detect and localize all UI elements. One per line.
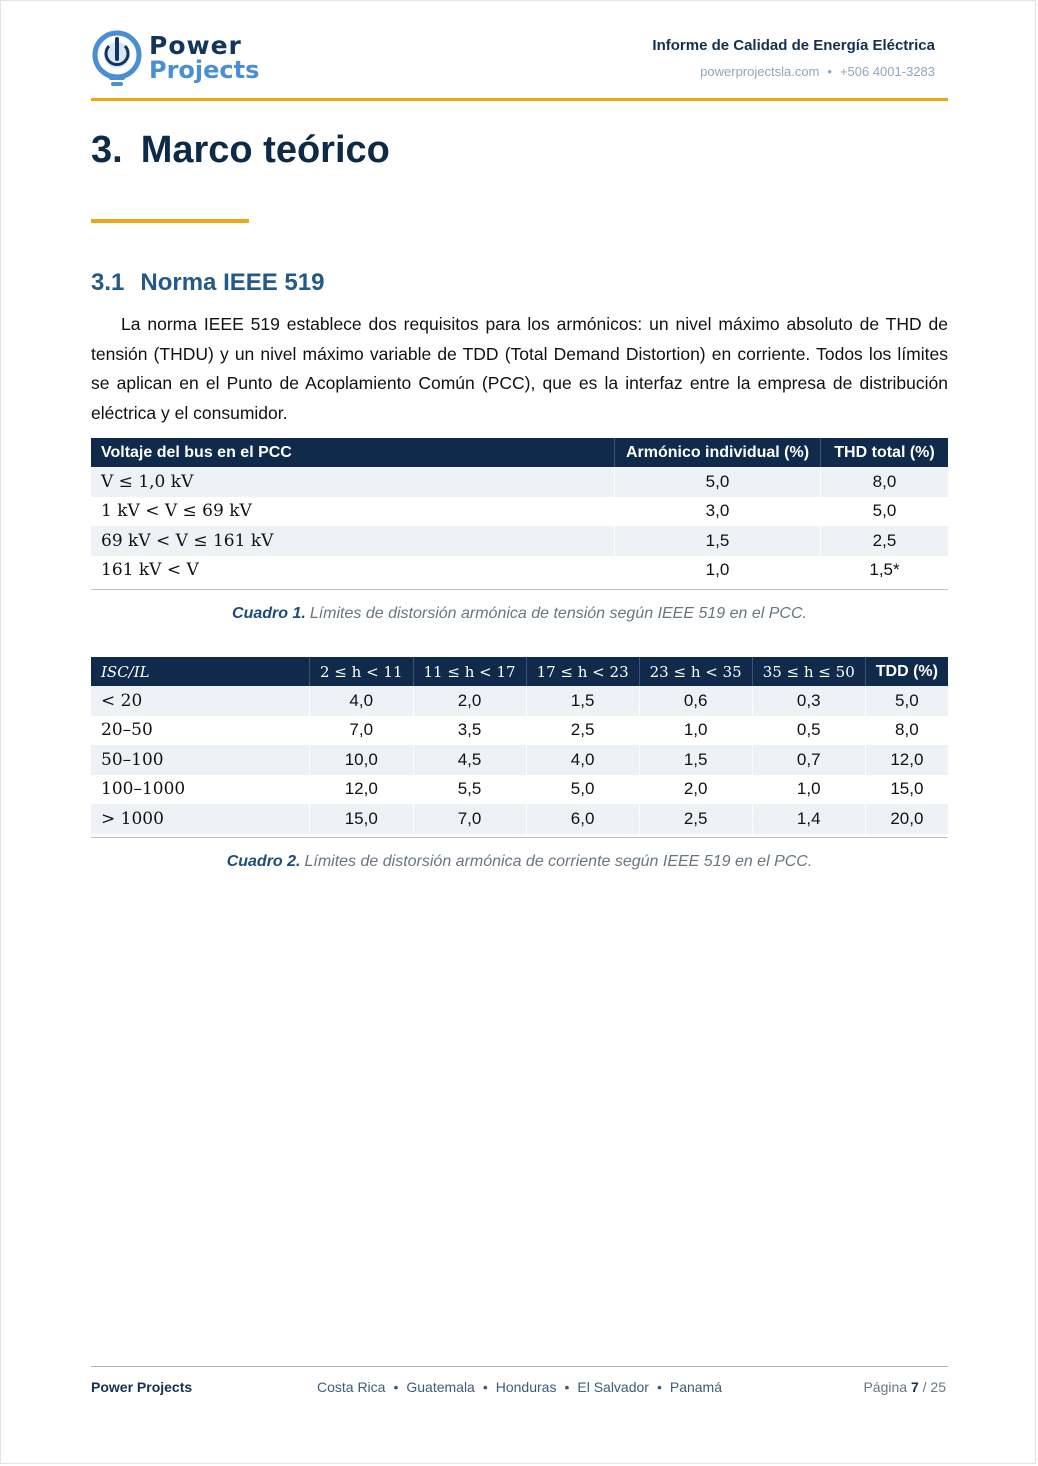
limit-cell: 1,5 (639, 745, 752, 775)
col-header-h-11-17: 11 ≤ h < 17 (413, 657, 526, 686)
bus-voltage-cell: 69 kV < V ≤ 161 kV (91, 526, 615, 556)
country-separator: • (656, 1379, 662, 1395)
phone-number: +506 4001-3283 (839, 64, 935, 79)
limit-cell: 7,0 (310, 716, 414, 746)
bus-voltage-cell: 1 kV < V ≤ 69 kV (91, 497, 615, 527)
limit-cell: 0,3 (752, 686, 865, 716)
website-link[interactable]: powerprojectsla.com (700, 64, 820, 79)
logo-word-projects: Projects (149, 56, 260, 84)
country-el-salvador: El Salvador (577, 1379, 649, 1395)
table-row (91, 804, 948, 834)
subsection-title: Norma IEEE 519 (140, 269, 325, 296)
current-limits-table (91, 657, 948, 834)
section-number: 3. (91, 129, 123, 171)
limit-cell: 2,5 (526, 716, 639, 746)
col-header-bus-voltage: Voltaje del bus en el PCC (91, 438, 615, 467)
page-number (863, 1379, 946, 1395)
page-separator: / (922, 1379, 927, 1395)
company-logo (91, 29, 261, 89)
limit-cell: 2,0 (639, 775, 752, 805)
col-header-h-2-11: 2 ≤ h < 11 (310, 657, 414, 686)
country-costa-rica: Costa Rica (316, 1379, 386, 1395)
limit-cell: 1,5 (526, 686, 639, 716)
table-row (91, 686, 948, 716)
limit-cell: 3,5 (413, 716, 526, 746)
table-header-row (91, 438, 948, 467)
voltage-limits-table (91, 438, 948, 585)
col-header-thd-total: THD total (%) (821, 438, 949, 467)
thd-total-cell: 1,5* (821, 556, 949, 586)
limit-cell: 4,5 (413, 745, 526, 775)
table2-bottom-rule (91, 837, 948, 838)
tdd-cell: 20,0 (865, 804, 948, 834)
bus-voltage-cell: 161 kV < V (91, 556, 615, 586)
tdd-cell: 5,0 (865, 686, 948, 716)
individual-harmonic-cell: 1,5 (615, 526, 821, 556)
limit-cell: 6,0 (526, 804, 639, 834)
page-total: 25 (930, 1379, 946, 1395)
ratio-cell: < 20 (91, 686, 310, 716)
country-separator: • (393, 1379, 399, 1395)
table1-bottom-rule (91, 589, 948, 590)
table-row (91, 556, 948, 586)
table-header-row (91, 657, 948, 686)
caption-label: Cuadro 2. (226, 853, 301, 870)
footer-countries (91, 1379, 948, 1395)
table-row (91, 716, 948, 746)
header-info (652, 37, 935, 79)
contact-separator: • (827, 64, 832, 79)
ratio-cell: > 1000 (91, 804, 310, 834)
country-honduras: Honduras (495, 1379, 557, 1395)
col-header-individual-harmonic: Armónico individual (%) (615, 438, 821, 467)
logo-word-power: Power (149, 31, 242, 60)
col-header-isc-il: ISC/IL (91, 657, 310, 686)
caption-text: Límites de distorsión armónica de tensión según IEEE 519 en el PCC. (309, 605, 807, 622)
limit-cell: 0,6 (639, 686, 752, 716)
bus-voltage-cell: V ≤ 1,0 kV (91, 467, 615, 497)
country-separator: • (564, 1379, 570, 1395)
limit-cell: 2,0 (413, 686, 526, 716)
ratio-cell: 50–100 (91, 745, 310, 775)
caption-label: Cuadro 1. (232, 605, 306, 622)
table2-caption (91, 853, 948, 871)
ratio-cell: 20–50 (91, 716, 310, 746)
header-contact (652, 64, 935, 79)
table1-caption (91, 605, 948, 623)
page-label: Página (863, 1379, 908, 1395)
table-row (91, 497, 948, 527)
ratio-cell: 100–1000 (91, 775, 310, 805)
section-title: Marco teórico (140, 129, 390, 171)
limit-cell: 0,7 (752, 745, 865, 775)
limit-cell: 2,5 (639, 804, 752, 834)
table-row (91, 526, 948, 556)
caption-text: Límites de distorsión armónica de corriente según IEEE 519 en el PCC. (304, 853, 813, 870)
section-heading (91, 129, 390, 172)
limit-cell: 7,0 (413, 804, 526, 834)
thd-total-cell: 8,0 (821, 467, 949, 497)
limit-cell: 1,0 (752, 775, 865, 805)
thd-total-cell: 5,0 (821, 497, 949, 527)
country-panama: Panamá (669, 1379, 723, 1395)
subsection-number: 3.1 (91, 269, 125, 296)
country-separator: • (482, 1379, 488, 1395)
tdd-cell: 15,0 (865, 775, 948, 805)
col-header-h-35-50: 35 ≤ h ≤ 50 (752, 657, 865, 686)
table-row (91, 745, 948, 775)
header-rule (91, 98, 948, 101)
limit-cell: 5,5 (413, 775, 526, 805)
limit-cell: 1,0 (639, 716, 752, 746)
limit-cell: 12,0 (310, 775, 414, 805)
col-header-h-17-23: 17 ≤ h < 23 (526, 657, 639, 686)
thd-total-cell: 2,5 (821, 526, 949, 556)
limit-cell: 4,0 (310, 686, 414, 716)
lightbulb-power-icon (91, 29, 143, 87)
individual-harmonic-cell: 3,0 (615, 497, 821, 527)
report-title: Informe de Calidad de Energía Eléctrica (652, 37, 935, 54)
tdd-cell: 8,0 (865, 716, 948, 746)
limit-cell: 10,0 (310, 745, 414, 775)
col-header-h-23-35: 23 ≤ h < 35 (639, 657, 752, 686)
limit-cell: 1,4 (752, 804, 865, 834)
tdd-cell: 12,0 (865, 745, 948, 775)
page-current: 7 (910, 1379, 919, 1395)
limit-cell: 4,0 (526, 745, 639, 775)
col-header-tdd: TDD (%) (865, 657, 948, 686)
limit-cell: 0,5 (752, 716, 865, 746)
body-paragraph: La norma IEEE 519 establece dos requisitos para los armónicos: un nivel máximo absoluto de THD de tensión (THDU) y un nivel máximo variable de TDD (Total Demand Distortion) en corriente. Todos los límites se aplican en el Punto de Acoplamiento Común (PCC), que es la interfaz entre la empresa de distribución eléctrica y el consumidor. (91, 314, 948, 423)
limit-cell: 5,0 (526, 775, 639, 805)
table-row (91, 775, 948, 805)
individual-harmonic-cell: 5,0 (615, 467, 821, 497)
individual-harmonic-cell: 1,0 (615, 556, 821, 586)
footer-company: Power Projects (91, 1379, 193, 1395)
country-guatemala: Guatemala (406, 1379, 475, 1395)
section-underline (91, 219, 249, 223)
subsection-heading (91, 269, 324, 297)
footer-rule (91, 1366, 948, 1367)
limit-cell: 15,0 (310, 804, 414, 834)
table-row (91, 467, 948, 497)
